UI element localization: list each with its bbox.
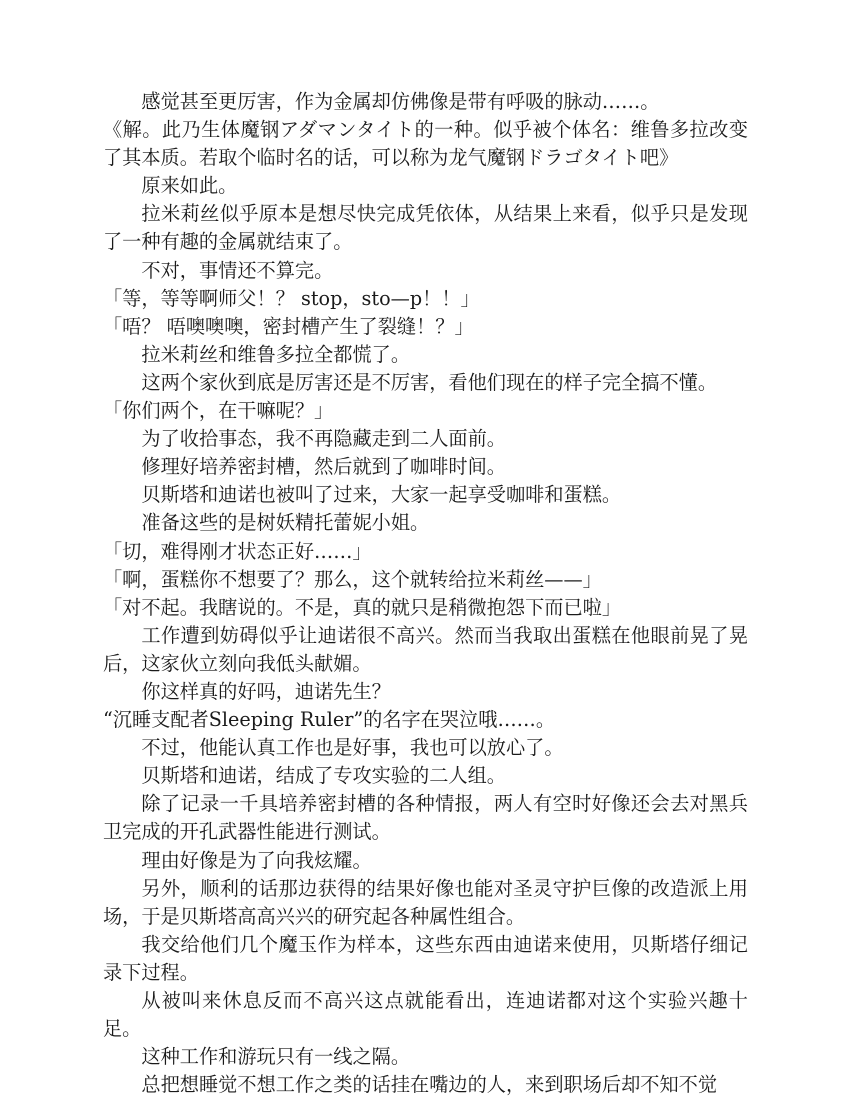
paragraph: 拉米莉丝和维鲁多拉全都慌了。 <box>141 342 411 366</box>
paragraph: 「等，等等啊师父！？ stop，sto—p！！」 <box>103 286 480 310</box>
paragraph: “沉睡支配者Sleeping Ruler”的名字在哭泣哦……。 <box>103 708 556 732</box>
paragraph: 你这样真的好吗，迪诺先生？ <box>141 679 391 703</box>
paragraph: 不对，事情还不算完。 <box>141 258 334 282</box>
paragraph: 《解。此乃生体魔钢アダマンタイト的一种。似乎被个体名：维鲁多拉改变了其本质。若取个临时名的话，可以称为龙气魔钢ドラゴタイト吧》 <box>103 118 748 170</box>
paragraph: 准备这些的是树妖精托蕾妮小姐。 <box>141 511 430 535</box>
paragraph: 除了记录一千具培养密封槽的各种情报，两人有空时好像还会去对黑兵卫完成的开孔武器性能进行测试。 <box>103 792 748 844</box>
paragraph: 修理好培养密封槽，然后就到了咖啡时间。 <box>141 455 506 479</box>
paragraph: 总把想睡觉不想工作之类的话挂在嘴边的人，来到职场后却不知不觉 <box>141 1073 718 1097</box>
paragraph: 原来如此。 <box>141 174 238 198</box>
paragraph: 贝斯塔和迪诺也被叫了过来，大家一起享受咖啡和蛋糕。 <box>141 483 622 507</box>
paragraph: 拉米莉丝似乎原本是想尽快完成凭依体，从结果上来看，似乎只是发现了一种有趣的金属就结束了。 <box>103 202 748 254</box>
paragraph: 「你们两个，在干嘛呢？」 <box>103 399 334 423</box>
paragraph: 这种工作和游玩只有一线之隔。 <box>141 1045 411 1069</box>
paragraph: 感觉甚至更厉害，作为金属却仿佛像是带有呼吸的脉动……。 <box>141 90 660 113</box>
paragraph: 从被叫来休息反而不高兴这点就能看出，连迪诺都对这个实验兴趣十足。 <box>103 989 748 1041</box>
paragraph: 贝斯塔和迪诺，结成了专攻实验的二人组。 <box>141 764 506 788</box>
paragraph: 「切，难得刚才状态正好……」 <box>103 539 372 563</box>
paragraph: 这两个家伙到底是厉害还是不厉害，看他们现在的样子完全搞不懂。 <box>141 370 718 394</box>
paragraph: 不过，他能认真工作也是好事，我也可以放心了。 <box>141 736 564 760</box>
paragraph: 另外，顺利的话那边获得的结果好像也能对圣灵守护巨像的改造派上用场，于是贝斯塔高高兴兴的研究起各种属性组合。 <box>103 876 748 928</box>
paragraph: 工作遭到妨碍似乎让迪诺很不高兴。然而当我取出蛋糕在他眼前晃了晃后，这家伙立刻向我低头献媚。 <box>103 623 748 675</box>
paragraph: 我交给他们几个魔玉作为样本，这些东西由迪诺来使用，贝斯塔仔细记录下过程。 <box>103 932 748 984</box>
paragraph: 为了收拾事态，我不再隐藏走到二人面前。 <box>141 427 506 451</box>
paragraph: 「对不起。我瞎说的。不是，真的就只是稍微抱怨下而已啦」 <box>103 595 622 619</box>
paragraph: 理由好像是为了向我炫耀。 <box>141 848 372 872</box>
body-text-block <box>103 88 748 1099</box>
paragraph: 「啊，蛋糕你不想要了？那么，这个就转给拉米莉丝——」 <box>103 567 602 591</box>
paragraph: 「唔？ 唔噢噢噢，密封槽产生了裂缝！？」 <box>103 314 474 338</box>
